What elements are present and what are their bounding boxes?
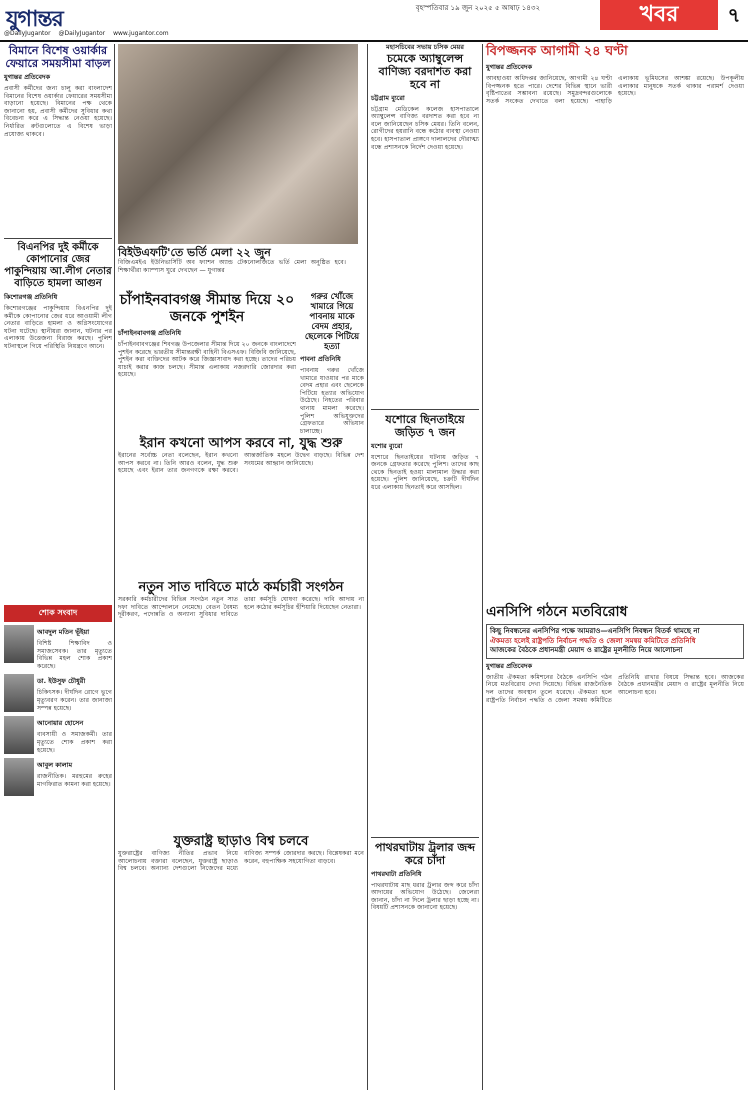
subhead: আজকের বৈঠকে প্রধানমন্ত্রী মেয়াদ ও রাষ্ট্রের মূলনীতি নিয়ে আলোচনা — [490, 646, 683, 655]
headline-ncp: এনসিপি গঠনে মতবিরোধ — [486, 604, 628, 620]
column-mid-right — [371, 44, 479, 1090]
byline: চট্টগ্রাম ব্যুরো — [371, 93, 405, 102]
twitter-handle[interactable]: @DailyJugantor — [58, 30, 106, 37]
divider — [371, 409, 479, 410]
article-body: সরকারি কর্মচারীদের বিভিন্ন সংগঠন নতুন সাত দফা দাবিতে আন্দোলনে নেমেছে। বেতন বৈষম্য দূরীকরণ, পদোন্নতি ও অন্যান্য সুবিধার দাবিতে তারা কর্মসূচি ঘোষণা করেছে। দাবি আদায় না হলে কঠোর কর্মসূচির হুঁশিয়ারি দিয়েছেন নেতারা। — [118, 596, 364, 619]
article-body: পাবনায় গরুর খোঁজে খামারে যাওয়ার পর মাকে বেদম প্রহার এবং ছেলেকে পিটিয়ে হত্যার অভিযোগ উঠেছে। নিহতের পরিবার থানায় মামলা করেছে। পুলিশ অভিযুক্তদের গ্রেফতারে অভিযান চালাচ্ছে। — [300, 367, 364, 435]
photo-block — [118, 44, 358, 244]
subheads-box — [486, 624, 744, 659]
obituary-portrait — [4, 716, 34, 754]
article-body: পাথরঘাটায় মাছ ধরার ট্রলার জব্দ করে চাঁদা আদায়ের অভিযোগ উঠেছে। জেলেরা জানান, চাঁদা না দিলে ট্রলার ছাড়া হচ্ছে না। বিষয়টি প্রশাসনকে জানানো হয়েছে। — [371, 881, 479, 912]
byline: যুগান্তর প্রতিবেদক — [486, 63, 532, 71]
us-story — [118, 834, 364, 1090]
divider — [4, 238, 112, 239]
divider — [371, 837, 479, 838]
byline: যশোর ব্যুরো — [371, 441, 403, 450]
buft-admission-photo — [118, 44, 358, 244]
obituary-portrait — [4, 674, 34, 712]
obituary-header: শোক সংবাদ — [4, 605, 112, 622]
headline-pabna: গরুর খোঁজে খামারে গিয়ে পাবনায় মাকে বেদম প্রহার, ছেলেকে পিটিয়ে হত্যা — [304, 292, 360, 352]
column-separator — [114, 44, 115, 1090]
byline: পাথরঘাটা প্রতিনিধি — [371, 869, 422, 878]
side-story — [300, 292, 364, 435]
section-label: খবর — [600, 0, 718, 30]
obituary-name: আবুল কালাম — [37, 761, 73, 770]
obituary-text: বিশিষ্ট শিক্ষাবিদ ও সমাজসেবক। তার মৃত্যুতে বিভিন্ন মহল শোক প্রকাশ করেছে। — [37, 640, 112, 670]
facebook-handle[interactable]: @DailyJugantor — [4, 30, 51, 37]
headline-jashore: যশোরে ছিনতাইয়ে জড়িত ৭ জন — [385, 412, 465, 439]
photo-caption-title: বিইউএফটি'তে ভর্তি মেলা ২২ জুন — [118, 246, 271, 259]
obituary-item — [4, 758, 112, 796]
byline: চাঁপাইনবাবগঞ্জ প্রতিনিধি — [118, 329, 181, 337]
article-body: যশোরে ছিনতাইয়ের ঘটনায় জড়িত ৭ জনকে গ্রেফতার করেছে পুলিশ। তাদের কাছ থেকে ছিনতাই হওয়া মালামাল উদ্ধার করা হয়েছে। পুলিশ জানিয়েছে, চক্রটি দীর্ঘদিন ধরে এলাকায় ছিনতাই করে আসছিল। — [371, 453, 479, 491]
lead-story — [118, 292, 296, 432]
ec-story — [486, 604, 744, 1090]
kicker: মহাসচিবের সভায় চসিক মেয়র — [386, 43, 464, 51]
subhead: কিছু নিবন্ধনের এনসিপির পক্ষে আমরাও—এনসিপি নিবন্ধন বিতর্ক থামছে না — [490, 627, 700, 635]
obituary-name: ডা. ইউসুফ চৌধুরী — [37, 677, 86, 686]
headline-workers: নতুন সাত দাবিতে মাঠে কর্মচারী সংগঠন — [138, 580, 344, 595]
column-left — [4, 44, 112, 1090]
article-body: জাতীয় ঐকমত্য কমিশনের বৈঠকে এনসিপি গঠন নিয়ে মতবিরোধ দেখা দিয়েছে। বিভিন্ন রাজনৈতিক দল তাদের অবস্থান তুলে ধরেছে। ঐকমত্য হলে রাষ্ট্রপতি নির্বাচন পদ্ধতি ও জেলা সমন্বয় কমিটিতে প্রতিনিধি রাখার বিষয়ে সিদ্ধান্ত হবে। আজকের বৈঠকে প্রধানমন্ত্রীর মেয়াদ ও রাষ্ট্রের মূলনীতি নিয়ে আলোচনা হবে। — [486, 673, 744, 704]
obituary-text: চিকিৎসক। দীর্ঘদিন রোগে ভুগে মৃত্যুবরণ করেন। তার জানাজা সম্পন্ন হয়েছে। — [37, 689, 112, 712]
iran-story — [118, 436, 364, 576]
article-body: চাঁপাইনবাবগঞ্জের শিবগঞ্জ উপজেলার সীমান্ত দিয়ে ২০ জনকে বাংলাদেশে পুশইন করেছে ভারতীয় সীমান্তরক্ষী বাহিনী বিএসএফ। বিজিবি জানিয়েছে, পুশইন করা ব্যক্তিদের আটক করে জিজ্ঞাসাবাদ করা হচ্ছে। তাদের পরিচয় যাচাই করার কাজ চলছে। সীমান্ত এলাকায় নজরদারি জোরদার করা হয়েছে। — [118, 341, 296, 379]
obituary-name: আনোয়ার হোসেন — [37, 719, 84, 728]
headline-us: যুক্তরাষ্ট্র ছাড়াও বিশ্ব চলবে — [173, 834, 309, 849]
obituary-item — [4, 674, 112, 712]
column-separator — [367, 44, 368, 1090]
obituary-item — [4, 716, 112, 754]
article-body: চট্টগ্রাম মেডিকেল কলেজ হাসপাতালে অ্যাম্বুলেন্স বাণিজ্য বরদাশত করা হবে না বলে জানিয়েছেন চসিক মেয়র। তিনি বলেন, রোগীদের হয়রানি বন্ধে কঠোর ব্যবস্থা নেওয়া হবে। হাসপাতাল প্রাঙ্গণে দালালদের দৌরাত্ম্য বন্ধে প্রশাসনকে নির্দেশ দেওয়া হয়েছে। — [371, 105, 479, 151]
article-body: ইরানের সর্বোচ্চ নেতা বলেছেন, ইরান কখনো আপস করবে না। তিনি আরও বলেন, যুদ্ধ শুরু হয়েছে এবং ইরান তার জনগণকে রক্ষা করবে। আন্তর্জাতিক মহলে উদ্বেগ বাড়ছে। বিভিন্ন দেশ সংযমের আহ্বান জানিয়েছে। — [118, 452, 364, 475]
article-body: যুক্তরাষ্ট্রের বাণিজ্য নীতির প্রভাব নিয়ে আলোচনায় বক্তারা বলেছেন, যুক্তরাষ্ট্র ছাড়াও বিশ্ব চলবে। অন্যান্য দেশগুলো নিজেদের মধ্যে বাণিজ্য সম্পর্ক জোরদার করছে। বিশ্লেষকরা মনে করেন, বহুপাক্ষিক সহযোগিতা বাড়বে। — [118, 850, 364, 873]
headline-iran: ইরান কখনো আপস করবে না, যুদ্ধ শুরু — [139, 436, 343, 451]
headline-biman: বিমানে বিশেষ ওয়ার্কার ফেয়ারে সময়সীমা বাড়ল — [5, 44, 111, 70]
masthead — [0, 0, 748, 40]
dateline: বৃহস্পতিবার ১৯ জুন ২০২৫ ৫ আষাঢ় ১৪৩২ — [415, 4, 540, 12]
column-right — [486, 44, 744, 604]
byline: পাবনা প্রতিনিধি — [300, 355, 341, 363]
byline: যুগান্তর প্রতিবেদক — [486, 661, 532, 670]
article-body: প্রবাসী কর্মীদের জন্য চালু করা বাংলাদেশ বিমানের বিশেষ ওয়ার্কার ফেয়ারের সময়সীমা বাড়ানো হয়েছে। বিমানের পক্ষ থেকে জানানো হয়, প্রবাসী কর্মীদের সুবিধার কথা বিবেচনা করে এ সিদ্ধান্ত নেওয়া হয়েছে। নির্ধারিত রুটগুলোতে এ বিশেষ ভাড়া প্রযোজ্য থাকবে। — [4, 85, 112, 138]
photo-caption-text: বিজিএমইএ ইউনিভার্সিটি অব ফ্যাশন অ্যান্ড টেকনোলজিতে ভর্তি মেলা অনুষ্ঠিত হবে। শিক্ষার্থীরা ক্যাম্পাস ঘুরে দেখছেন — যুগান্তর — [118, 259, 346, 274]
headline-pakundia: বিএনপির দুই কর্মীকে কোপানোর জের পাকুন্দিয়ায় আ.লীগ নেতার বাড়িতে হামলা আগুন — [4, 242, 112, 289]
byline: কিশোরগঞ্জ প্রতিনিধি — [4, 293, 58, 301]
logo-text: যুগান্তর — [6, 6, 63, 32]
subhead: ঐকমত্য হলেই রাষ্ট্রপতি নির্বাচন পদ্ধতি ও জেলা সমন্বয় কমিটিতে প্রতিনিধি — [490, 636, 696, 645]
article-body: কিশোরগঞ্জের পাকুন্দিয়ায় বিএনপির দুই কর্মীকে কোপানোর জের ধরে আওয়ামী লীগ নেতার বাড়িতে হামলা ও অগ্নিসংযোগের ঘটনা ঘটেছে। স্থানীয়রা জানান, ঘটনার পর এলাকায় উত্তেজনা বিরাজ করছে। পুলিশ ঘটনাস্থলে গিয়ে পরিস্থিতি নিয়ন্ত্রণে আনে। — [4, 305, 112, 350]
column-separator — [482, 44, 483, 1090]
masthead-rule — [0, 40, 748, 42]
headline-ambulance: চমেকে অ্যাম্বুলেন্স বাণিজ্য বরদাশত করা হবে না — [378, 51, 472, 91]
obituary-text: রাজনীতিক। মরহুমের রুহের মাগফিরাত কামনা করা হয়েছে। — [37, 773, 112, 788]
headline-weather: বিপজ্জনক আগামী ২৪ ঘণ্টা — [486, 44, 628, 59]
website-link[interactable]: www.jugantor.com — [113, 30, 169, 37]
headline-patharghata: পাথরঘাটায় ট্রলার জব্দ করে চাঁদা — [375, 840, 475, 867]
byline: যুগান্তর প্রতিবেদক — [4, 73, 50, 81]
obituary-name: আবদুল মতিন ভূঁইয়া — [37, 628, 90, 636]
social-links — [4, 30, 364, 40]
obituary-portrait — [4, 625, 34, 663]
article-body: আবহাওয়া অধিদপ্তর জানিয়েছে, আগামী ২৪ ঘণ্টা বিপজ্জনক হতে পারে। দেশের বিভিন্ন স্থানে ভারী বৃষ্টিপাতের সম্ভাবনা রয়েছে। সমুদ্রবন্দরগুলোকে সতর্ক সংকেত দেখাতে বলা হয়েছে। পাহাড়ি এলাকায় ভূমিধসের আশঙ্কা রয়েছে। উপকূলীয় এলাকার মানুষকে সতর্ক থাকার পরামর্শ দেওয়া হয়েছে। — [486, 75, 744, 105]
obituary-portrait — [4, 758, 34, 796]
workers-story — [118, 580, 364, 830]
headline-pushin: চাঁপাইনবাবগঞ্জ সীমান্ত দিয়ে ২০ জনকে পুশইন — [119, 292, 295, 325]
logo — [6, 2, 92, 32]
page-number: ৭ — [727, 3, 741, 27]
obituary-item — [4, 625, 112, 670]
obituary-list — [4, 625, 112, 796]
obituary-text: ব্যবসায়ী ও সমাজকর্মী। তার মৃত্যুতে শোক প্রকাশ করা হয়েছে। — [37, 731, 112, 754]
